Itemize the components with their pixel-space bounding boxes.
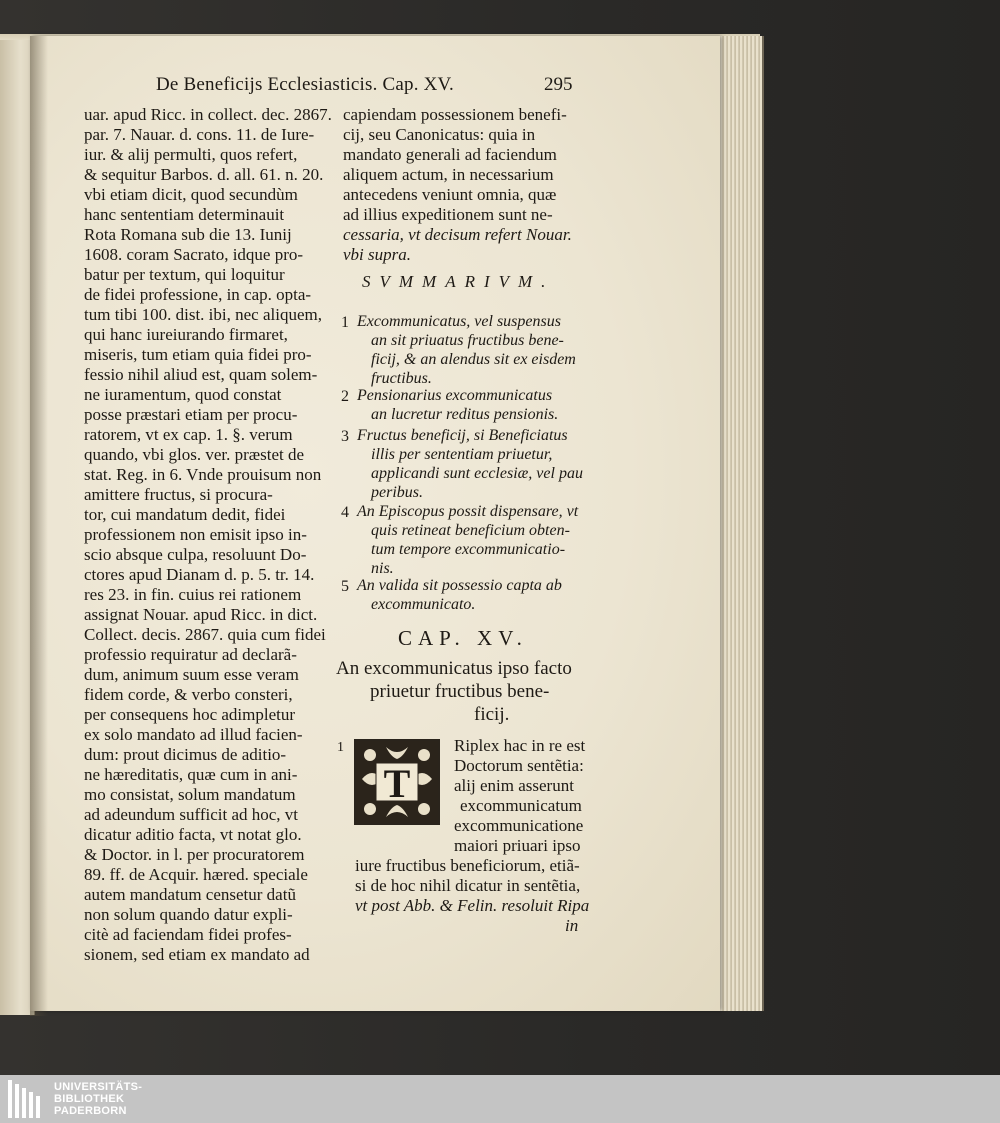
summary-number: 5 xyxy=(341,578,349,595)
text-line: non solum quando datur expli- xyxy=(84,905,293,924)
chapter-title-line: priuetur fructibus bene- xyxy=(370,681,550,702)
text-line: iur. & alij permulti, quos refert, xyxy=(84,145,298,164)
text-line: mo consistat, solum mandatum xyxy=(84,785,296,804)
text-line: 1608. coram Sacrato, idque pro- xyxy=(84,245,304,264)
text-line: si de hoc nihil dicatur in sentẽtia, xyxy=(355,876,581,895)
text-line: ad adeundum sufficit ad hoc, vt xyxy=(84,805,299,824)
text-line: autem mandatum censetur datũ xyxy=(84,885,296,904)
text-line: Rota Romana sub die 13. Iunij xyxy=(84,225,292,244)
text-line: batur per textum, qui loquitur xyxy=(84,265,285,284)
page-gutter-shadow xyxy=(30,36,48,1016)
summary-line: An Episcopus possit dispensare, vt xyxy=(357,503,579,520)
text-line: res 23. in fin. cuius rei rationem xyxy=(84,585,302,604)
text-line: dum: prout dicimus de aditio- xyxy=(84,745,287,764)
text-line: dum, animum suum esse veram xyxy=(84,665,299,684)
summary-line: illis per sententiam priuetur, xyxy=(371,446,553,463)
text-line: excommunicatione xyxy=(454,816,584,835)
text-line: hanc sententiam determinauit xyxy=(84,205,285,224)
summary-line: tum tempore excommunicatio- xyxy=(371,541,566,558)
chapter-title-line: An excommunicatus ipso facto xyxy=(336,658,572,679)
library-footer xyxy=(0,1075,1000,1123)
text-line: quando, vbi glos. ver. præstet de xyxy=(84,445,305,464)
text-line: qui hanc iureiurando firmaret, xyxy=(84,325,288,344)
summarium-title: SVMMARIVM. xyxy=(362,272,555,291)
text-line: ratorem, vt ex cap. 1. §. verum xyxy=(84,425,293,444)
text-line: ex solo mandato ad illud facien- xyxy=(84,725,303,744)
text-line: excommunicatum xyxy=(460,796,582,815)
summary-line: Pensionarius excommunicatus xyxy=(357,387,553,404)
summary-line: excommunicato. xyxy=(371,596,476,613)
text-line: scio absque culpa, resoluunt Do- xyxy=(84,545,307,564)
text-line: alij enim asserunt xyxy=(454,776,574,795)
text-line: maiori priuari ipso xyxy=(454,836,581,855)
decorated-initial xyxy=(354,739,440,825)
running-head: De Beneficijs Ecclesiasticis. Cap. XV. xyxy=(156,74,454,95)
text-line: 89. ff. de Acquir. hæred. speciale xyxy=(84,865,308,884)
text-line: capiendam possessionem benefi- xyxy=(343,105,567,124)
page-number: 295 xyxy=(544,74,573,95)
ornament-icon xyxy=(356,741,438,823)
text-line: cessaria, vt decisum refert Nouar. xyxy=(343,225,572,244)
text-line: amittere fructus, si procura- xyxy=(84,485,273,504)
text-line: dicatur aditio facta, vt notat glo. xyxy=(84,825,302,844)
text-line: ne iuramentum, quod constat xyxy=(84,385,282,404)
summary-line: applicandi sunt ecclesiæ, vel pau xyxy=(371,465,583,482)
summary-line: quis retineat beneficium obten- xyxy=(371,522,570,539)
chapter-heading: CAP. XV. xyxy=(398,626,528,650)
text-line: Doctorum sentẽtia: xyxy=(454,756,584,775)
text-line: professio requiratur ad declarã- xyxy=(84,645,297,664)
text-line: posse præstari etiam per procu- xyxy=(84,405,298,424)
margin-number: 1 xyxy=(337,740,344,755)
text-line: assignat Nouar. apud Ricc. in dict. xyxy=(84,605,318,624)
summary-number: 4 xyxy=(341,504,349,521)
text-line: & sequitur Barbos. d. all. 61. n. 20. xyxy=(84,165,324,184)
text-line: ad illius expeditionem sunt ne- xyxy=(343,205,553,224)
library-name-line: BIBLIOTHEK xyxy=(54,1093,125,1105)
summary-number: 2 xyxy=(341,388,349,405)
text-line: per consequens hoc adimpletur xyxy=(84,705,296,724)
summary-number: 1 xyxy=(341,314,349,331)
text-line: fidem corde, & verbo consteri, xyxy=(84,685,293,704)
text-line: antecedens veniunt omnia, quæ xyxy=(343,185,557,204)
library-name-line: PADERBORN xyxy=(54,1105,127,1117)
text-line: miseris, tum etiam quia fidei pro- xyxy=(84,345,312,364)
text-line: cij, seu Canonicatus: quia in xyxy=(343,125,536,144)
text-line: ctores apud Dianam d. p. 5. tr. 14. xyxy=(84,565,315,584)
library-logo-icon xyxy=(8,1080,48,1118)
text-line: par. 7. Nauar. d. cons. 11. de Iure- xyxy=(84,125,315,144)
text-line: de fidei professione, in cap. opta- xyxy=(84,285,312,304)
text-line: tum tibi 100. dist. ibi, nec aliquem, xyxy=(84,305,322,324)
text-line: Riplex hac in re est xyxy=(454,736,586,755)
summary-line: Fructus beneficij, si Beneficiatus xyxy=(357,427,568,444)
text-line: vt post Abb. & Felin. resoluit Ripa xyxy=(355,896,590,915)
summary-line: Excommunicatus, vel suspensus xyxy=(357,313,561,330)
catchword: in xyxy=(565,916,579,935)
text-line: iure fructibus beneficiorum, etiã- xyxy=(355,856,580,875)
text-line: stat. Reg. in 6. Vnde prouisum non xyxy=(84,465,322,484)
summary-line: ficij, & an alendus sit ex eisdem xyxy=(371,351,576,368)
summary-line: an sit priuatus fructibus bene- xyxy=(371,332,564,349)
summary-line: fructibus. xyxy=(371,370,432,387)
summary-number: 3 xyxy=(341,428,349,445)
text-line: uar. apud Ricc. in collect. dec. 2867. xyxy=(84,105,332,124)
text-line: professionem non emisit ipso in- xyxy=(84,525,307,544)
summary-line: nis. xyxy=(371,560,394,577)
text-line: tor, cui mandatum dedit, fidei xyxy=(84,505,286,524)
text-line: aliquem actum, in necessarium xyxy=(343,165,554,184)
text-line: sionem, sed etiam ex mandato ad xyxy=(84,945,310,964)
text-line: vbi supra. xyxy=(343,245,411,264)
text-line: ne hæreditatis, quæ cum in ani- xyxy=(84,765,298,784)
text-line: Collect. decis. 2867. quia cum fidei xyxy=(84,625,326,644)
summary-line: an lucretur reditus pensionis. xyxy=(371,406,559,423)
text-line: citè ad faciendam fidei profes- xyxy=(84,925,292,944)
chapter-title-line: ficij. xyxy=(474,704,510,725)
summary-line: peribus. xyxy=(371,484,423,501)
text-line: mandato generali ad faciendum xyxy=(343,145,557,164)
summary-line: An valida sit possessio capta ab xyxy=(357,577,562,594)
library-name-line: UNIVERSITÄTS- xyxy=(54,1081,143,1093)
initial-letter: T xyxy=(383,761,411,806)
text-line: vbi etiam dicit, quod secundùm xyxy=(84,185,298,204)
text-line: fessio nihil aliud est, quam solem- xyxy=(84,365,318,384)
text-line: & Doctor. in l. per procuratorem xyxy=(84,845,305,864)
